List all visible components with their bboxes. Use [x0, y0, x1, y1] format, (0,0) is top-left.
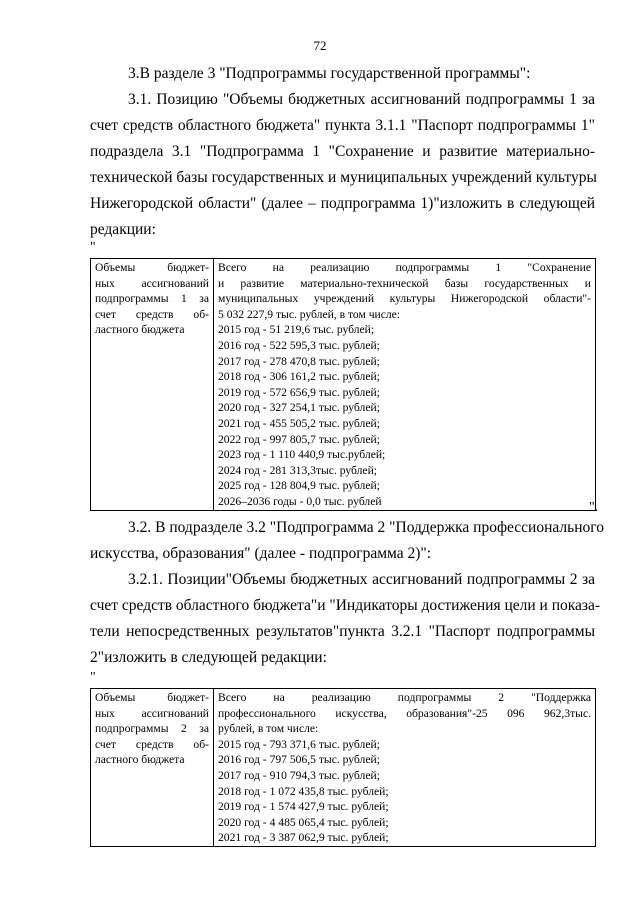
content-line: профессионального искусства, образования"-25 096 962,3тыс. [218, 706, 591, 720]
content-line: 2020 год - 4 485 065,4 тыс. рублей; [218, 815, 389, 829]
table-row [91, 689, 596, 847]
label-line: подпрограммы 1 за [95, 292, 209, 306]
content-line: 2019 год - 1 574 427,9 тыс. рублей; [218, 800, 389, 814]
content-line: 2017 год - 278 470,8 тыс. рублей; [218, 354, 380, 368]
text-line: 2"изложить в следующей редакции: [90, 649, 327, 666]
text-line: тели непосредственных результатов"пункта 3.2.1 "Паспорт подпрограммы [90, 623, 595, 640]
content-line: 2021 год - 3 387 062,9 тыс. рублей; [218, 831, 389, 845]
passport-table-1 [90, 258, 596, 511]
opening-quote-1: " [90, 240, 96, 255]
content-line: 2020 год - 327 254,1 тыс. рублей; [218, 401, 380, 415]
content-line: рублей, в том числе: [218, 722, 319, 736]
content-line: 2024 год - 281 313,3тыс. рублей; [218, 463, 378, 477]
content-line: 2025 год - 128 804,9 тыс. рублей; [218, 479, 380, 493]
content-line: 2018 год - 1 072 435,8 тыс. рублей; [218, 784, 389, 798]
text-line: счет средств областного бюджета"и "Индикаторы достижения цели и показа- [90, 597, 601, 614]
content-cell [214, 689, 596, 847]
passport-table-2 [90, 688, 596, 847]
content-line: 2021 год - 455 505,2 тыс. рублей; [218, 416, 380, 430]
label-line: подпрограммы 2 за [95, 722, 209, 736]
content-line: Всего на реализацию подпрограммы 2 "Поддержка [218, 691, 591, 704]
label-line: счет средств об- [95, 307, 209, 321]
section-3-heading: 3.В разделе 3 "Подпрограммы государственной программы": [128, 65, 531, 82]
paragraph-3-1 [90, 87, 595, 243]
text-line: 3.2. В подразделе 3.2 "Подпрограмма 2 "Поддержка профессионального [128, 519, 604, 536]
opening-quote-2: " [90, 670, 96, 685]
content-line: 2016 год - 797 506,5 тыс. рублей; [218, 753, 380, 767]
label-cell [91, 689, 214, 847]
content-line: 2015 год - 51 219,6 тыс. рублей; [218, 323, 375, 337]
content-line: 2018 год - 306 161,2 тыс. рублей; [218, 370, 380, 384]
content-line: 2019 год - 572 656,9 тыс. рублей; [218, 385, 380, 399]
content-line: 2017 год - 910 794,3 тыс. рублей; [218, 768, 380, 782]
content-line: 2015 год - 793 371,6 тыс. рублей; [218, 737, 380, 751]
content-cell [214, 259, 596, 511]
content-line: и развитие материально-технической базы государственных и [218, 276, 591, 290]
text-line: искусства, образования" (далее - подпрограмма 2)": [90, 545, 432, 562]
label-line: Объемы бюджет- [95, 691, 209, 704]
text-line: Нижегородской области" (далее – подпрограмма 1)"изложить в следующей [90, 195, 595, 212]
content-line: 2016 год - 522 595,3 тыс. рублей; [218, 338, 380, 352]
text-line: подраздела 3.1 "Подпрограмма 1 "Сохранение и развитие материально- [90, 143, 595, 160]
label-line: ных ассигнований [95, 706, 209, 720]
page-number: 72 [313, 38, 327, 53]
label-line: счет средств об- [95, 737, 209, 751]
text-line: 3.2.1. Позиции"Объемы бюджетных ассигнований подпрограммы 2 за [128, 571, 595, 588]
content-line: 5 032 227,9 тыс. рублей, в том числе: [218, 307, 401, 321]
content-line: Всего на реализацию подпрограммы 1 "Сохранение [218, 261, 591, 274]
label-line: ных ассигнований [95, 276, 209, 290]
label-cell [91, 259, 214, 511]
text-line: 3.1. Позицию "Объемы бюджетных ассигнований подпрограммы 1 за [128, 91, 595, 108]
label-line: ластного бюджета [95, 753, 185, 767]
text-line: редакции: [90, 221, 156, 238]
closing-quote-1: ". [589, 500, 599, 515]
content-line: 2023 год - 1 110 440,9 тыс.рублей; [218, 448, 386, 462]
label-line: ластного бюджета [95, 323, 185, 337]
text-line: технической базы государственных и муниципальных учреждений культуры [90, 169, 597, 186]
table-row [91, 259, 596, 511]
content-line: 2022 год - 997 805,7 тыс. рублей; [218, 432, 380, 446]
text-line: счет средств областного бюджета" пункта 3.1.1 "Паспорт подпрограммы 1" [90, 117, 595, 134]
content-line: 2026–2036 годы - 0,0 тыс. рублей [218, 494, 382, 508]
paragraph-3-2-1 [90, 567, 601, 671]
paragraph-3-2 [90, 515, 604, 567]
label-line: Объемы бюджет- [95, 261, 209, 274]
content-line: муниципальных учреждений культуры Нижегородской области"- [218, 292, 591, 306]
